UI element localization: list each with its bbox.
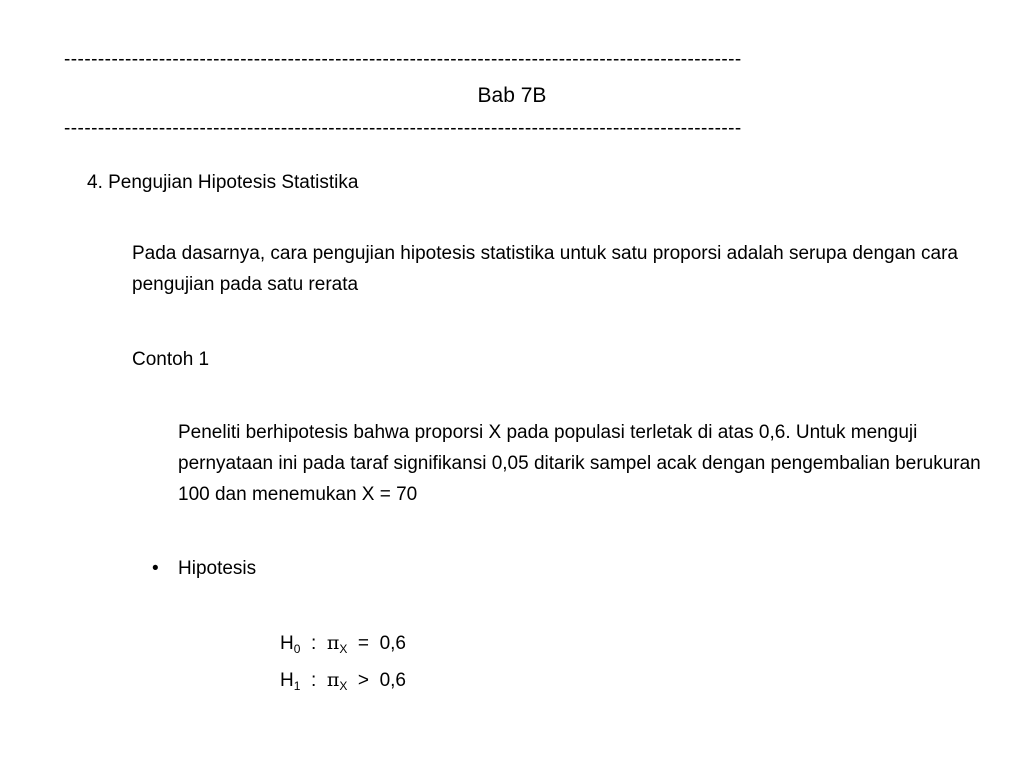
hypothesis-symbol: H bbox=[280, 670, 294, 691]
pi-subscript: X bbox=[339, 679, 348, 693]
hypothesis-value: 0,6 bbox=[379, 633, 406, 654]
hypothesis-alternative bbox=[280, 665, 406, 701]
section-heading: 4. Pengujian Hipotesis Statistika bbox=[87, 172, 359, 193]
intro-paragraph: Pada dasarnya, cara pengujian hipotesis statistika untuk satu proporsi adalah serupa dengan cara pengujian pada satu rerata bbox=[132, 243, 958, 295]
hypothesis-subscript: 1 bbox=[293, 679, 301, 693]
hypothesis-symbol: H bbox=[280, 633, 294, 654]
bullet-item-hipotesis bbox=[152, 553, 256, 584]
example-paragraph: Peneliti berhipotesis bahwa proporsi X pada populasi terletak di atas 0,6. Untuk menguji pernyataan ini pada taraf signifikansi 0,05 ditarik sampel acak dengan pengembalian berukuran 100 dan menemukan X = 70 bbox=[178, 422, 981, 505]
pi-subscript: X bbox=[339, 642, 348, 656]
hypothesis-null bbox=[280, 628, 406, 664]
pi-symbol: π bbox=[326, 632, 340, 654]
hypothesis-value: 0,6 bbox=[379, 670, 406, 691]
hypothesis-operator: = bbox=[347, 633, 380, 654]
hypothesis-colon: : bbox=[300, 633, 327, 654]
hypothesis-subscript: 0 bbox=[293, 642, 301, 656]
bottom-divider: ---------------------------------------------------------------------------------------------------- bbox=[64, 118, 742, 139]
bullet-label: Hipotesis bbox=[178, 558, 257, 579]
bullet-icon: • bbox=[152, 558, 159, 579]
page-title: Bab 7B bbox=[477, 84, 547, 107]
hypothesis-colon: : bbox=[300, 670, 327, 691]
top-divider: ---------------------------------------------------------------------------------------------------- bbox=[64, 49, 742, 70]
example-heading: Contoh 1 bbox=[132, 349, 210, 370]
hypothesis-operator: > bbox=[347, 670, 380, 691]
pi-symbol: π bbox=[326, 669, 340, 691]
